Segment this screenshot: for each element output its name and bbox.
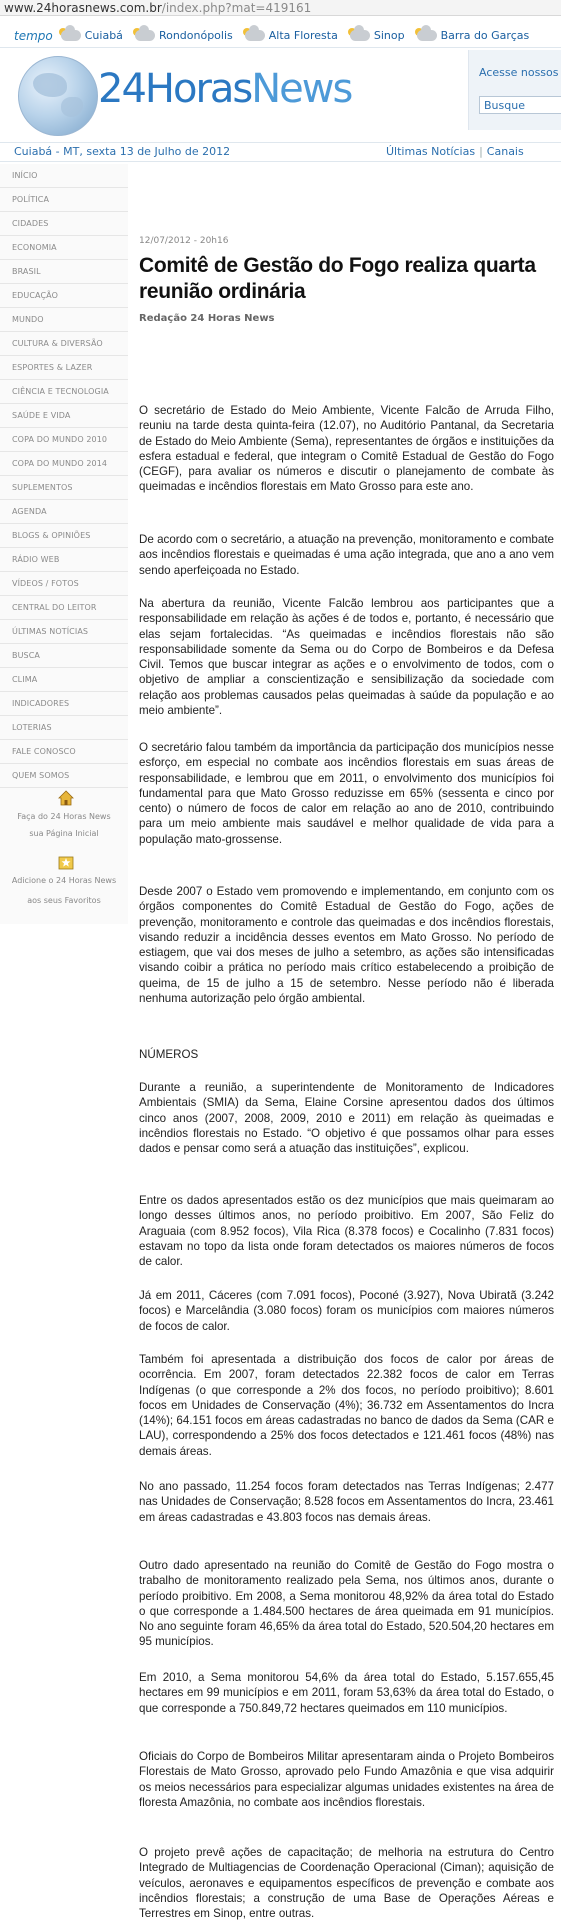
sidebar-nav <box>0 164 128 924</box>
article-paragraph: De acordo com o secretário, a atuação na prevenção, monitoramento e combate aos incêndios florestais e queimadas é uma ação integrada, que ano a ano vem sendo aperfeiçoada no Estado. <box>139 533 554 577</box>
partly-cloudy-icon <box>350 30 370 41</box>
sidebar-item-esportes[interactable]: ESPORTES & LAZER <box>0 356 128 380</box>
article-paragraph: O secretário falou também da importância da participação dos municípios nesse esforço, em especial no combate aos incêndios florestais em suas áreas de responsabilidade, e lembrou que em 2011, o envolvimento dos municípios foi fundamental para que Mato Grosso reduzisse em 65% (sessenta e cinco por cento) o número de focos de calor em relação ao ano de 2010, contribuindo para um meio ambiente mais saudável e melhor qualidade de vida para a população mato-grossense. <box>139 741 554 846</box>
sidebar-item-cidades[interactable]: CIDADES <box>0 212 128 236</box>
article-timestamp: 12/07/2012 - 20h16 <box>139 236 229 246</box>
sidebar-item-fale-conosco[interactable]: FALE CONOSCO <box>0 740 128 764</box>
favorites-line1[interactable]: Adicione o 24 Horas News <box>11 876 117 885</box>
weather-city-sinop[interactable]: Sinop <box>350 29 405 42</box>
partly-cloudy-icon <box>135 30 155 41</box>
article-paragraph: Em 2010, a Sema monitorou 54,6% da área total do Estado, 5.157.655,45 hectares em 99 municípios e em 2011, foram 53,63% da área total do Estado, o que corresponde a 750.849,72 hectares queimados em 110 municípios. <box>139 1671 554 1715</box>
sidebar-item-educacao[interactable]: EDUCAÇÃO <box>0 284 128 308</box>
address-bar[interactable] <box>0 0 561 16</box>
article-paragraph: Já em 2011, Cáceres (com 7.091 focos), Poconé (3.927), Nova Ubiratã (3.242 focos) e Marcelândia (3.080 focos) foram os municípios com maiores números de focos de calor. <box>139 1289 554 1333</box>
header-right-panel <box>468 50 561 130</box>
article-paragraph: Na abertura da reunião, Vicente Falcão lembrou aos participantes que a responsabilidade em relação às ações é de todos e, portanto, é necessário que elas sejam fortalecidas. “As queimadas e incêndios florestais não são responsabilidade somente da Sema ou do Corpo de Bombeiros e da Defesa Civil. Temos que buscar integrar as ações e o envolvimento de todos, com o objetivo de ampliar a conscientização e sensibilização da sociedade com relação aos problemas causados pelas queimadas à saúde da população e ao meio ambiente”. <box>139 597 554 718</box>
sidebar-item-busca[interactable]: BUSCA <box>0 644 128 668</box>
favorites-line2[interactable]: aos seus Favoritos <box>27 896 101 905</box>
sidebar-item-ciencia[interactable]: CIÊNCIA E TECNOLOGIA <box>0 380 128 404</box>
sidebar-item-radio-web[interactable]: RÁDIO WEB <box>0 548 128 572</box>
house-icon[interactable] <box>58 790 74 806</box>
sidebar-item-mundo[interactable]: MUNDO <box>0 308 128 332</box>
weather-label: tempo <box>14 28 53 43</box>
weather-city-rondonopolis[interactable]: Rondonópolis <box>135 29 233 42</box>
article-section-heading: NÚMEROS <box>139 1048 199 1061</box>
article-paragraph: No ano passado, 11.254 focos foram detectados nas Terras Indígenas; 2.477 nas Unidades de Conservação; 8.528 focos em Assentamentos do Incra, 23.461 em áreas cadastradas e 43.803 focos nas demais áreas. <box>139 1480 554 1524</box>
sidebar-item-videos[interactable]: VÍDEOS / FOTOS <box>0 572 128 596</box>
sidebar-item-copa-2010[interactable]: COPA DO MUNDO 2010 <box>0 428 128 452</box>
article-paragraph: O secretário de Estado do Meio Ambiente, Vicente Falcão de Arruda Filho, reuniu na tarde desta quinta-feira (12.07), no Auditório Pantanal, da Secretaria de Estado do Meio Ambiente (Sema), representantes de órgãos e instituições da esfera estadual e federal, que integram o Comitê Estadual de Gestão do Fogo (CEGF), para avaliar os números e discutir o planejamento de combate às queimadas e incêndios florestais em Mato Grosso para este ano. <box>139 404 554 494</box>
search-input[interactable]: Busque <box>479 96 561 114</box>
homepage-line2[interactable]: sua Página Inicial <box>29 829 99 838</box>
current-date: Cuiabá - MT, sexta 13 de Julho de 2012 <box>14 145 231 158</box>
article-paragraph: O projeto prevê ações de capacitação; de melhoria na estrutura do Centro Integrado de Multiagencias de Coordenação Operacional (Ciman); aquisição de veículos, aeronaves e equipamentos específicos de prevenção e combate aos incêndios florestais; a construção de uma Base de Operações Aéreas e Terrestres em Sinop, entre outras. <box>139 1846 554 1921</box>
sidebar-item-suplementos[interactable]: SUPLEMENTOS <box>0 476 128 500</box>
url-path: /index.php?mat=419161 <box>161 1 312 15</box>
article-author: Redação 24 Horas News <box>139 313 275 324</box>
partly-cloudy-icon <box>61 30 81 41</box>
ultimas-noticias-link[interactable]: Últimas Notícias <box>386 145 476 158</box>
sidebar-item-loterias[interactable]: LOTERIAS <box>0 716 128 740</box>
sidebar-item-inicio[interactable]: INÍCIO <box>0 164 128 188</box>
sidebar-item-blogs[interactable]: BLOGS & OPINIÕES <box>0 524 128 548</box>
weather-city-alta-floresta[interactable]: Alta Floresta <box>245 29 338 42</box>
globe-logo-icon <box>18 56 98 136</box>
sidebar-item-ultimas-noticias[interactable]: ÚLTIMAS NOTÍCIAS <box>0 620 128 644</box>
acesse-label: Acesse nossos <box>479 66 559 79</box>
weather-city-cuiaba[interactable]: Cuiabá <box>61 29 123 42</box>
sidebar-item-brasil[interactable]: BRASIL <box>0 260 128 284</box>
homepage-line1[interactable]: Faça do 24 Horas News <box>17 812 111 821</box>
partly-cloudy-icon <box>245 30 265 41</box>
article-paragraph: Outro dado apresentado na reunião do Comitê de Gestão do Fogo mostra o trabalho de monitoramento realizado pela Sema, nos últimos anos, durante o período proibitivo. Em 2008, a Sema monitorou 48,92% da área total do Estado o que corresponde a 1.484.500 hectares de área queimada em 91 municípios. No ano seguinte foram 46,65% da área total do Estado, 520.504,20 hectares em 95 municípios. <box>139 1559 554 1649</box>
date-bar <box>0 142 561 162</box>
weather-bar <box>0 24 561 48</box>
weather-city-barra-do-garcas[interactable]: Barra do Garças <box>417 29 530 42</box>
top-links <box>386 143 524 161</box>
article-paragraph: Durante a reunião, a superintendente de Monitoramento de Indicadores Ambientais (SMIA) da Sema, Elaine Corsine apresentou dados dos últimos cinco anos (2007, 2008, 2009, 2010 e 2011) em relação às queimadas e incêndios florestais no Estado. “O objetivo é que possamos olhar para esses dados e pensar como será a atuação das instituições”, explicou. <box>139 1081 554 1156</box>
partly-cloudy-icon <box>417 30 437 41</box>
url-domain: www.24horasnews.com.br <box>4 1 162 15</box>
article-paragraph: Oficiais do Corpo de Bombeiros Militar apresentaram ainda o Projeto Bombeiros Florestais de Mato Grosso, aprovado pelo Fundo Amazônia e que visa adquirir os meios necessários para especializar algumas unidades existentes na área de floresta Amazônia, no combate aos incêndios florestais. <box>139 1750 554 1809</box>
sidebar-item-politica[interactable]: POLÍTICA <box>0 188 128 212</box>
article-title: Comitê de Gestão do Fogo realiza quarta reunião ordinária <box>139 254 536 303</box>
link-separator: | <box>479 145 483 158</box>
sidebar-item-copa-2014[interactable]: COPA DO MUNDO 2014 <box>0 452 128 476</box>
article-paragraph: Desde 2007 o Estado vem promovendo e implementando, em conjunto com os órgãos componentes do Comitê Estadual de Gestão do Fogo, ações de prevenção, monitoramento e controle das queimadas e dos incêndios florestais, visando reduzir a incidência desses eventos em Mato Grosso. No período de estiagem, que vai dos meses de julho a setembro, as ações são intensificadas visando coibir a prática no período mais crítico estabelecendo a proibição de queima, de 15 de julho a 15 de setembro. Nesse período não é liberada nenhuma autorização pelo órgão ambiental. <box>139 885 554 1006</box>
sidebar-item-economia[interactable]: ECONOMIA <box>0 236 128 260</box>
sidebar-item-clima[interactable]: CLIMA <box>0 668 128 692</box>
sidebar-item-saude[interactable]: SAÚDE E VIDA <box>0 404 128 428</box>
article-paragraph: Entre os dados apresentados estão os dez municípios que mais queimaram ao longo desses últimos anos, no período proibitivo. Em 2007, São Feliz do Araguaia (com 8.952 focos), Vila Rica (8.378 focos) e Cocalinho (7.831 focos) estavam no topo da lista onde foram detectados os maiores números de focos de calor. <box>139 1194 554 1269</box>
sidebar-item-quem-somos[interactable]: QUEM SOMOS <box>0 764 128 788</box>
sidebar-item-cultura[interactable]: CULTURA & DIVERSÃO <box>0 332 128 356</box>
article-paragraph: Também foi apresentada a distribuição dos focos de calor por áreas de ocorrência. Em 2007, foram detectados 22.382 focos de calor em Terras Indígenas (o que corresponde a 2% dos focos, no período proibitivo); 8.601 focos em Unidades de Conservação (4%); 36.732 em Assentamentos do Incra (14%); 64.151 focos em áreas cadastradas no banco de dados da Sema (CAR e LAU), correspondendo a 25% dos focos detectados e 121.461 focos (48%) nas demais áreas. <box>139 1353 554 1458</box>
site-logo[interactable]: 24HorasNews <box>98 66 352 112</box>
sidebar-item-central-leitor[interactable]: CENTRAL DO LEITOR <box>0 596 128 620</box>
sidebar-item-indicadores[interactable]: INDICADORES <box>0 692 128 716</box>
favorites-star-icon[interactable] <box>58 854 74 870</box>
canais-link[interactable]: Canais <box>486 145 524 158</box>
site-header <box>0 50 561 142</box>
sidebar-item-agenda[interactable]: AGENDA <box>0 500 128 524</box>
